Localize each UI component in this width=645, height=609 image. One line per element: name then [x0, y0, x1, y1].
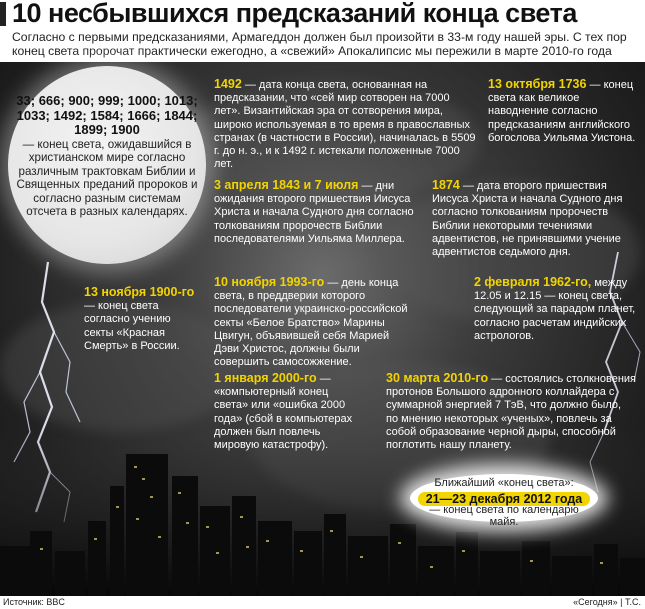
moon-caption: [14, 94, 200, 219]
prediction-1492: [214, 78, 476, 171]
moon-description: — конец света, ожидавшийся в христианском мире согласно различным трактовкам Библии и Священных преданий пророков и согласно разным системам отсчета в разных календарях.: [16, 137, 198, 219]
prediction-1843: [214, 179, 414, 246]
prediction-2010: [386, 372, 636, 452]
prediction-date: 30 марта 2010-го: [386, 371, 489, 385]
prediction-text: между 12.05 и 12.15 — конец света, следующий за парадом планет, согласно расчетам индийских астрологов.: [474, 277, 636, 342]
prediction-date: 1 января 2000-го: [214, 371, 317, 385]
prediction-date: 3 апреля 1843 и 7 июля: [214, 178, 359, 192]
source-label: Источник: BBC: [3, 597, 65, 607]
footer: [0, 596, 645, 609]
prediction-text: — состоялись столкновения протонов Большого адронного коллайдера с суммарной энергией 7 ТэВ, что должно было, по мнению некоторых «ученых», повлечь за собой образование черной дыры, способной поглотить нашу планету.: [386, 373, 637, 452]
prediction-text: — дни ожидания второго пришествия Иисуса Христа и начала Судного дня согласно толкованиям пророчеств Библии последователями Уильяма Миллера.: [214, 180, 414, 245]
nearest-label: Ближайший «конец света»:: [434, 477, 574, 489]
prediction-date: 13 октября 1736: [488, 77, 587, 91]
prediction-text: — дата конца света, основанная на предсказании, что «сей мир сотворен на 7000 лет». Византийская эра от сотворения мира, широко используемая в то время в православных странах (в частности в России), начиналась в 5509 г. до н. э., и к 1492 г. истекали положенные 7000 лет.: [214, 79, 476, 171]
prediction-1736: [488, 78, 636, 145]
prediction-text: — конец света согласно учению секты «Красная Смерть» в России.: [84, 300, 180, 352]
prediction-date: 2 февраля 1962-го,: [474, 275, 592, 289]
prediction-text: — день конца света, в преддверии которого последователи украинско-российской секты «Белое Братство» Марины Цвигун, объявившей себя Марией Дэви Христос, должны были совершить самосожжение.: [214, 277, 408, 369]
prediction-1874: [432, 179, 636, 259]
page-title: 10 несбывшихся предсказаний конца света: [12, 0, 577, 28]
prediction-1962: [474, 276, 638, 343]
page-subtitle: Согласно с первыми предсказаниями, Армагеддон должен был произойти в 33-м году нашей эры. С тех пор конец света пророчат практически ежегодно, а «свежий» Апокалипсис мы пережили в марте 2010-го года: [12, 30, 627, 58]
prediction-date: 1492: [214, 77, 242, 91]
prediction-date: 10 ноября 1993-го: [214, 275, 325, 289]
prediction-date: 13 ноября 1900-го: [84, 285, 195, 299]
prediction-date: 1874: [432, 178, 460, 192]
prediction-1900: [84, 286, 202, 353]
moon-years: 33; 666; 900; 999; 1000; 1013; 1033; 1492; 1584; 1666; 1844; 1899; 1900: [16, 93, 198, 137]
title-marker: [0, 2, 6, 26]
prediction-2000: [214, 372, 364, 452]
prediction-text: — «компьютерный конец света» или «ошибка 2000 года» (сбой в компьютерах должен был повлечь мировую катастрофу).: [214, 373, 353, 452]
nearest-date: 21—23 декабря 2012 года: [418, 492, 591, 506]
prediction-1993: [214, 276, 412, 369]
nearest-text: — конец света по календарю майя.: [429, 504, 579, 528]
prediction-text: — конец света как великое наводнение согласно предсказаниям английского богослова Уильяма Уистона.: [488, 79, 636, 144]
prediction-text: — дата второго пришествия Иисуса Христа и начала Судного дня согласно толкованиям пророчеств Библии некоторыми течениями адвентистов, не принявшими учение адвентистов седьмого дня.: [432, 180, 623, 259]
header: [0, 0, 645, 62]
credit-label: «Сегодня» | Т.С.: [573, 597, 641, 607]
